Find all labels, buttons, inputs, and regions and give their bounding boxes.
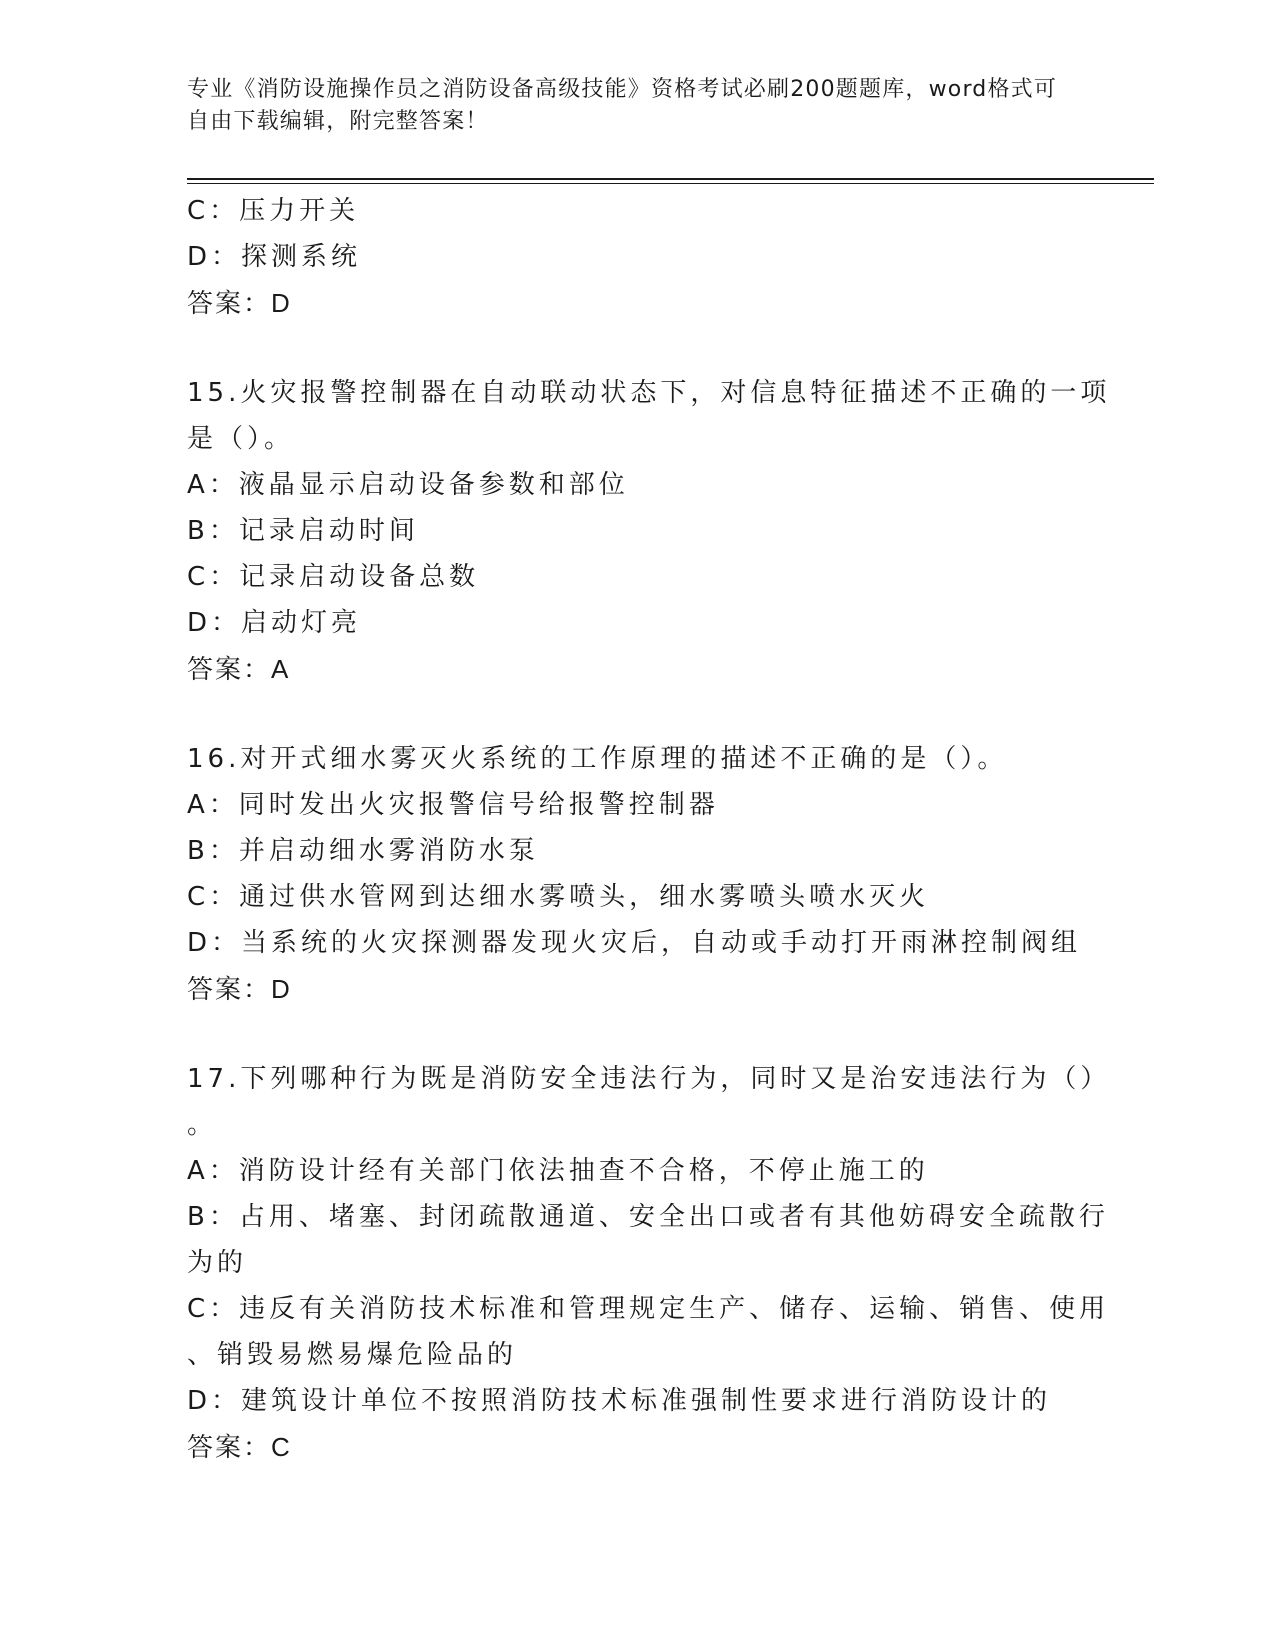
header-rule-thick (187, 178, 1154, 180)
question-block-16 (187, 736, 1087, 1012)
spacer (187, 326, 1087, 370)
option-b: B：并启动细水雾消防水泵 (187, 836, 539, 866)
page-header: 专业《消防设施操作员之消防设备高级技能》资格考试必刷200题题库，word格式可自由下载编辑，附完整答案！ (187, 77, 1058, 134)
question-text-cont: 是（）。 (187, 424, 295, 454)
question-block (187, 188, 1087, 326)
question-content (187, 188, 1111, 1470)
answer-text: 答案：C (187, 1432, 292, 1462)
option-b: B：记录启动时间 (187, 516, 419, 546)
question-text: 15.火灾报警控制器在自动联动状态下，对信息特征描述不正确的一项 (187, 378, 1111, 408)
header-rule-thin (187, 183, 1154, 184)
option-c-cont: 、销毁易燃易爆危险品的 (187, 1340, 518, 1370)
spacer (187, 692, 1087, 736)
question-text-cont: 。 (187, 1110, 218, 1140)
option-a: A：同时发出火灾报警信号给报警控制器 (187, 790, 719, 820)
answer-text: 答案：D (187, 288, 292, 318)
question-block-15 (187, 370, 1111, 692)
option-d: D：探测系统 (187, 242, 362, 272)
answer-text: 答案：D (187, 974, 292, 1004)
answer-text: 答案：A (187, 654, 291, 684)
option-d: D：当系统的火灾探测器发现火灾后，自动或手动打开雨淋控制阀组 (187, 928, 1082, 958)
option-c: C：压力开关 (187, 196, 360, 226)
option-a: A：液晶显示启动设备参数和部位 (187, 470, 629, 500)
option-b-cont: 为的 (187, 1248, 248, 1278)
question-block-17 (187, 1056, 1111, 1470)
option-c: C：违反有关消防技术标准和管理规定生产、储存、运输、销售、使用 (187, 1294, 1110, 1324)
option-a: A：消防设计经有关部门依法抽查不合格，不停止施工的 (187, 1156, 929, 1186)
question-text: 16.对开式细水雾灭火系统的工作原理的描述不正确的是（）。 (187, 744, 1008, 774)
option-d: D：启动灯亮 (187, 608, 362, 638)
option-b: B：占用、堵塞、封闭疏散通道、安全出口或者有其他妨碍安全疏散行 (187, 1202, 1109, 1232)
option-c: C：通过供水管网到达细水雾喷头，细水雾喷头喷水灭火 (187, 882, 930, 912)
spacer (187, 1012, 1087, 1056)
option-c: C：记录启动设备总数 (187, 562, 480, 592)
question-text: 17.下列哪种行为既是消防安全违法行为，同时又是治安违法行为（） (187, 1064, 1111, 1094)
option-d: D：建筑设计单位不按照消防技术标准强制性要求进行消防设计的 (187, 1386, 1052, 1416)
